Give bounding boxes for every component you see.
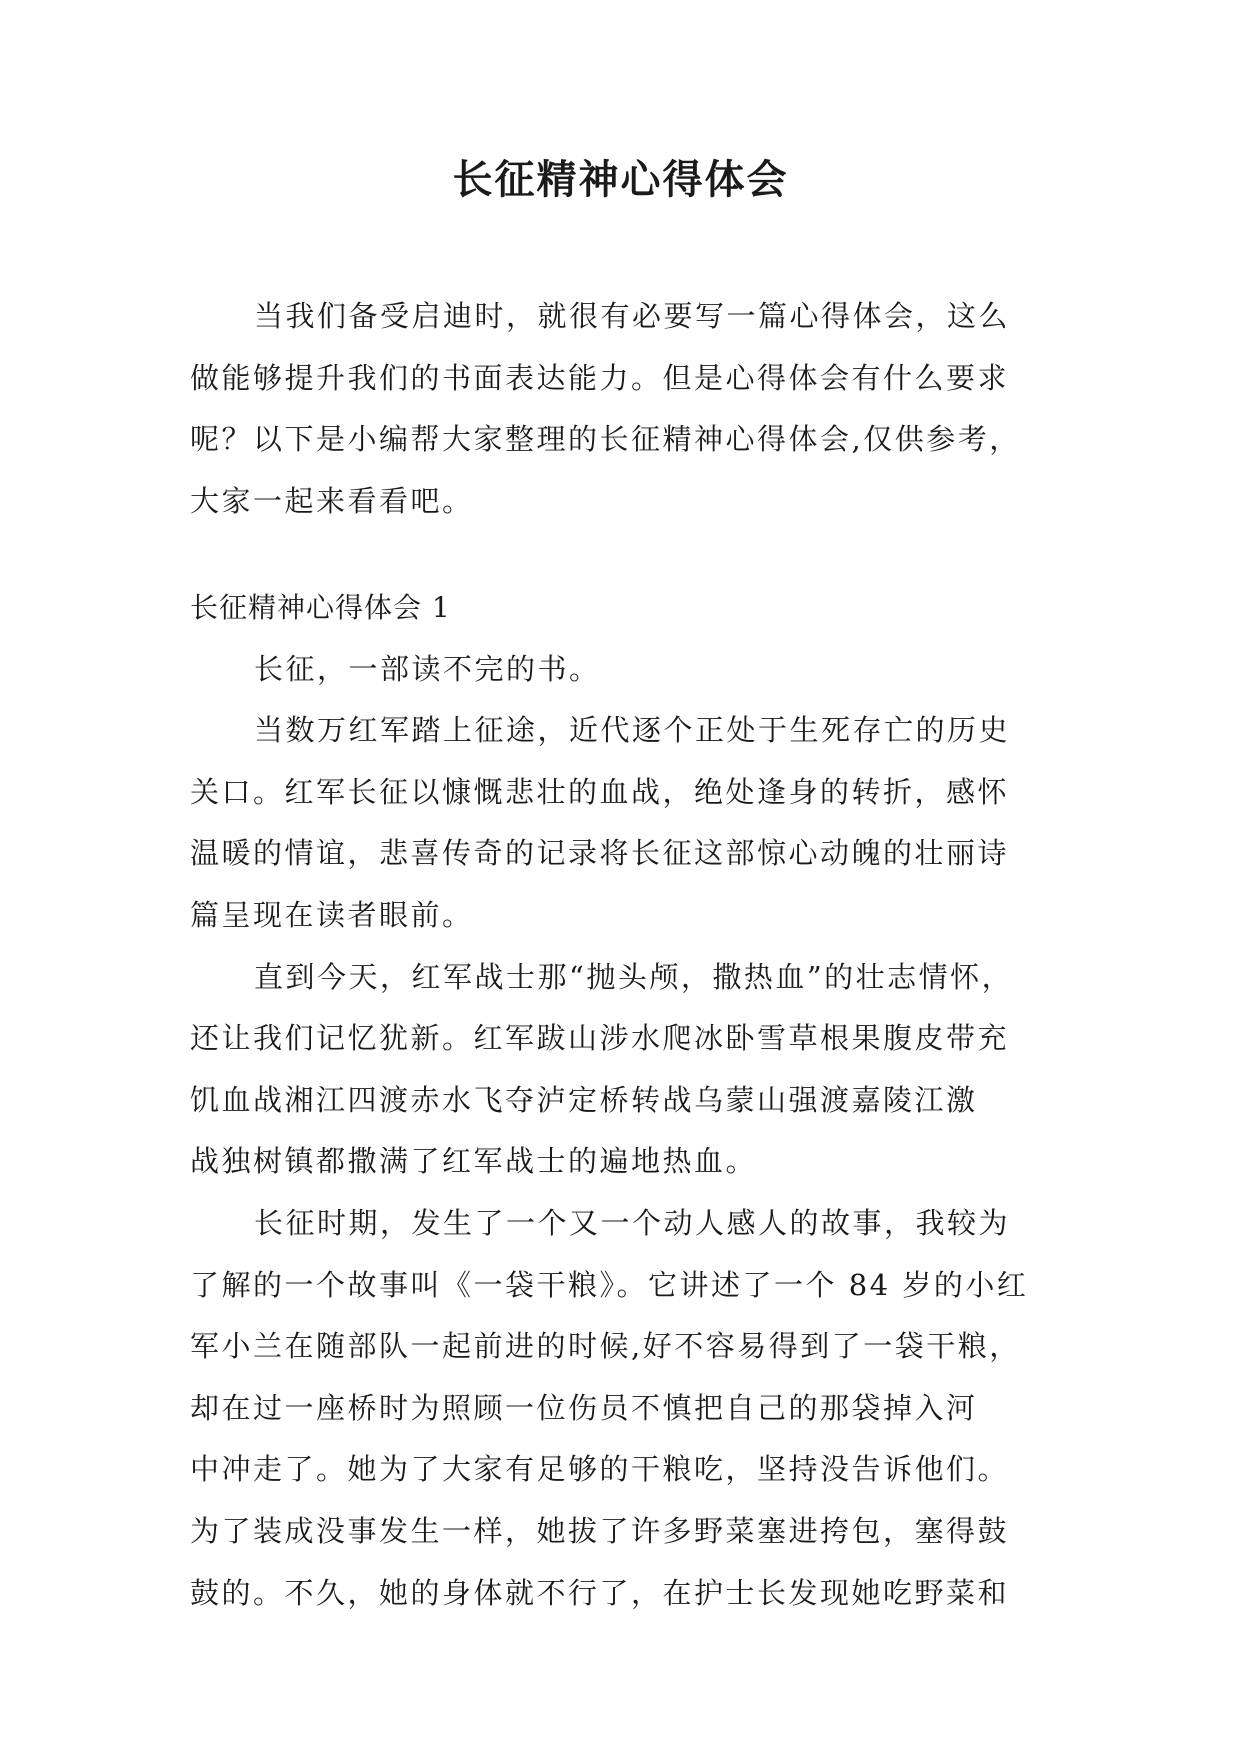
paragraph-line: 呢？以下是小编帮大家整理的长征精神心得体会,仅供参考， [190, 422, 1021, 457]
paragraph-line: 鼓的。不久，她的身体就不行了，在护士长发现她吃野菜和 [190, 1575, 1010, 1610]
paragraph-1 [190, 639, 1070, 701]
paragraph-line: 了解的一个故事叫《一袋干粮》。它讲述了一个 84 岁的小红 [190, 1267, 1029, 1302]
paragraph-line: 温暖的情谊，悲喜传奇的记录将长征这部惊心动魄的壮丽诗 [190, 836, 1010, 871]
paragraph-line: 饥血战湘江四渡赤水飞夺泸定桥转战乌蒙山强渡嘉陵江激 [190, 1082, 978, 1117]
paragraph-2 [190, 700, 1070, 946]
intro-paragraph [190, 286, 1070, 532]
paragraph-line: 长征时期，发生了一个又一个动人感人的故事，我较为 [254, 1205, 1011, 1240]
paragraph-line: 关口。红军长征以慷慨悲壮的血战，绝处逢身的转折，感怀 [190, 774, 1010, 809]
paragraph-line: 还让我们记忆犹新。红军跋山涉水爬冰卧雪草根果腹皮带充 [190, 1021, 1010, 1056]
paragraph-line: 中冲走了。她为了大家有足够的干粮吃，坚持没告诉他们。 [190, 1452, 1010, 1487]
paragraph-line: 大家一起来看看吧。 [190, 483, 474, 518]
paragraph-line: 当数万红军踏上征途，近代逐个正处于生死存亡的历史 [254, 713, 1011, 748]
document-title: 长征精神心得体会 [452, 157, 789, 203]
paragraph-line: 长征，一部读不完的书。 [254, 651, 601, 686]
paragraph-line: 当我们备受启迪时，就很有必要写一篇心得体会，这么 [254, 299, 1011, 333]
paragraph-line: 直到今天，红军战士那“抛头颅，撒热血”的壮志情怀， [254, 959, 1014, 994]
paragraph-line: 篇呈现在读者眼前。 [190, 897, 474, 932]
paragraph-line: 为了装成没事发生一样，她拔了许多野菜塞进挎包，塞得鼓 [190, 1513, 1010, 1548]
section-heading: 长征精神心得体会 1 [190, 591, 451, 624]
paragraph-4 [190, 1193, 1070, 1624]
paragraph-line: 却在过一座桥时为照顾一位伤员不慎把自己的那袋掉入河 [190, 1390, 978, 1425]
paragraph-line: 做能够提升我们的书面表达能力。但是心得体会有什么要求 [190, 360, 1010, 395]
section-1 [190, 577, 1070, 1624]
paragraph-line: 战独树镇都撒满了红军战士的遍地热血。 [190, 1144, 758, 1179]
paragraph-3 [190, 947, 1070, 1193]
paragraph-line: 军小兰在随部队一起前进的时候,好不容易得到了一袋干粮， [190, 1329, 1021, 1364]
